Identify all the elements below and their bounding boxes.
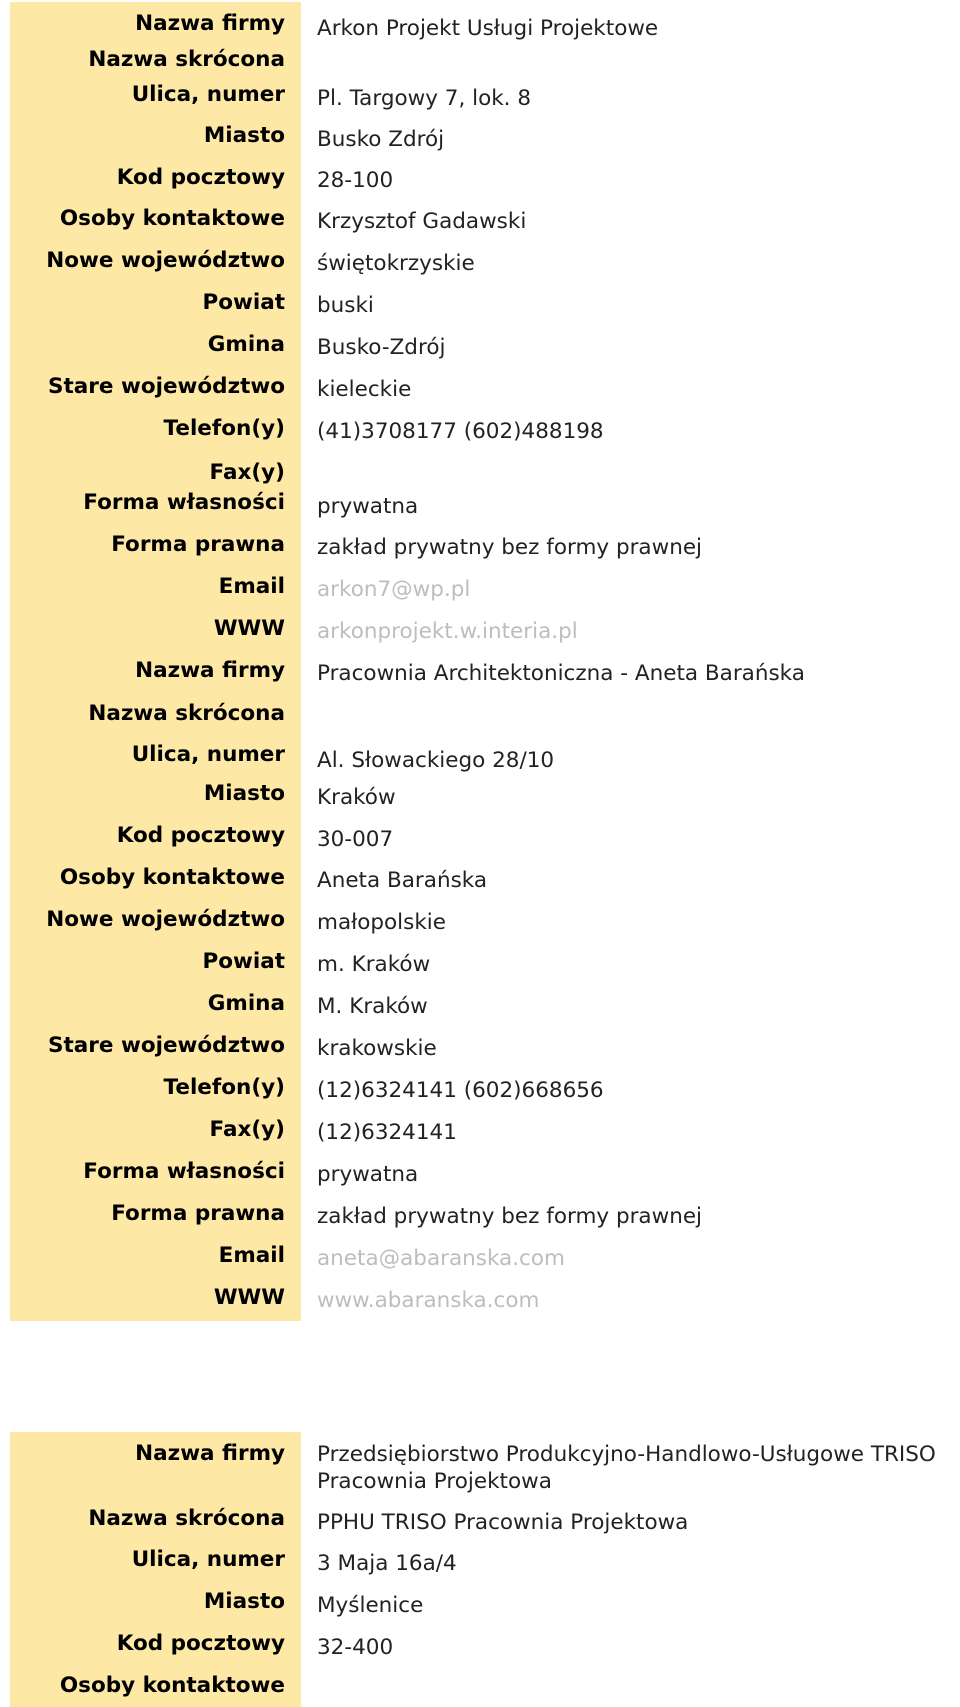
company-record-3 — [10, 1432, 960, 1707]
field-value: Aneta Barańska — [317, 868, 488, 893]
field-value: Busko Zdrój — [317, 127, 445, 152]
field-row-city — [10, 117, 960, 159]
field-value: kieleckie — [317, 377, 412, 402]
website-link[interactable]: www.abaranska.com — [317, 1288, 540, 1313]
field-row-street — [10, 1541, 960, 1583]
field-label: Kod pocztowy — [10, 1625, 301, 1667]
field-row-county — [10, 943, 960, 985]
field-label: Miasto — [10, 117, 301, 159]
field-label: Gmina — [10, 326, 301, 368]
field-label: Nazwa skrócona — [10, 42, 301, 76]
field-value: Al. Słowackiego 28/10 — [317, 748, 555, 773]
field-label: Email — [10, 1237, 301, 1279]
field-row-street — [10, 76, 960, 117]
field-label: Kod pocztowy — [10, 817, 301, 859]
field-row-ownership — [10, 484, 960, 526]
field-label: Telefon(y) — [10, 410, 301, 452]
field-row-commune — [10, 985, 960, 1027]
field-value: M. Kraków — [317, 994, 428, 1019]
field-row-email — [10, 568, 960, 610]
field-row-contact-persons — [10, 859, 960, 901]
field-row-www — [10, 610, 960, 652]
field-value: (41)3708177 (602)488198 — [317, 419, 604, 444]
field-value: 30-007 — [317, 827, 394, 852]
field-label: Fax(y) — [10, 1111, 301, 1153]
field-row-fax — [10, 1111, 960, 1153]
field-value: Pl. Targowy 7, lok. 8 — [317, 86, 532, 111]
field-label: Osoby kontaktowe — [10, 200, 301, 242]
field-value: zakład prywatny bez formy prawnej — [317, 535, 703, 560]
field-value: Kraków — [317, 785, 396, 810]
field-label: Osoby kontaktowe — [10, 1667, 301, 1707]
field-value: 32-400 — [317, 1635, 394, 1660]
field-value: prywatna — [317, 494, 419, 519]
field-row-contact-persons — [10, 200, 960, 242]
field-label: Nowe województwo — [10, 901, 301, 943]
field-row-postal-code — [10, 817, 960, 859]
email-link[interactable]: arkon7@wp.pl — [317, 577, 471, 602]
field-label: Gmina — [10, 985, 301, 1027]
field-value: Przedsiębiorstwo Produkcyjno-Handlowo-Usługowe TRISO Pracownia Projektowa — [317, 1442, 936, 1494]
field-label: Forma własności — [10, 484, 301, 526]
field-label: Fax(y) — [10, 452, 301, 484]
field-label: Miasto — [10, 775, 301, 817]
field-row-postal-code — [10, 1625, 960, 1667]
field-row-short-name — [10, 1499, 960, 1541]
field-row-old-voivodeship — [10, 1027, 960, 1069]
field-value: 3 Maja 16a/4 — [317, 1551, 457, 1576]
field-row-phones — [10, 410, 960, 452]
field-label: Ulica, numer — [10, 1541, 301, 1583]
field-row-old-voivodeship — [10, 368, 960, 410]
field-row-county — [10, 284, 960, 326]
company-record-1 — [10, 2, 960, 1321]
field-row-ownership — [10, 1153, 960, 1195]
field-label: Forma prawna — [10, 1195, 301, 1237]
field-label: Miasto — [10, 1583, 301, 1625]
field-value: krakowskie — [317, 1036, 437, 1061]
field-label: Nazwa firmy — [10, 2, 301, 42]
field-value: m. Kraków — [317, 952, 431, 977]
field-label: Email — [10, 568, 301, 610]
field-label: Nowe województwo — [10, 242, 301, 284]
field-label: Telefon(y) — [10, 1069, 301, 1111]
field-label: Ulica, numer — [10, 733, 301, 775]
field-value: prywatna — [317, 1162, 419, 1187]
field-value: PPHU TRISO Pracownia Projektowa — [317, 1510, 689, 1535]
field-label: Forma własności — [10, 1153, 301, 1195]
field-label: Ulica, numer — [10, 76, 301, 117]
field-value: buski — [317, 293, 374, 318]
field-row-legal-form — [10, 526, 960, 568]
field-value: małopolskie — [317, 910, 447, 935]
field-row-email — [10, 1237, 960, 1279]
field-row-phones — [10, 1069, 960, 1111]
field-value: świętokrzyskie — [317, 251, 475, 276]
field-row-street — [10, 733, 960, 775]
field-label: WWW — [10, 610, 301, 652]
field-label: Stare województwo — [10, 1027, 301, 1069]
field-value: 28-100 — [317, 168, 394, 193]
field-value: (12)6324141 (602)668656 — [317, 1078, 604, 1103]
field-row-new-voivodeship — [10, 901, 960, 943]
field-label: Kod pocztowy — [10, 159, 301, 200]
field-value: Krzysztof Gadawski — [317, 209, 527, 234]
field-row-company-name — [10, 1432, 960, 1499]
field-row-short-name — [10, 694, 960, 733]
field-label: Nazwa skrócona — [10, 694, 301, 733]
field-value: Busko-Zdrój — [317, 335, 446, 360]
field-row-legal-form — [10, 1195, 960, 1237]
field-value: zakład prywatny bez formy prawnej — [317, 1204, 703, 1229]
field-label: Stare województwo — [10, 368, 301, 410]
field-row-contact-persons — [10, 1667, 960, 1707]
field-label: Powiat — [10, 284, 301, 326]
field-label: Nazwa firmy — [10, 652, 301, 694]
field-row-postal-code — [10, 159, 960, 200]
field-label: Powiat — [10, 943, 301, 985]
field-row-city — [10, 1583, 960, 1625]
field-row-company-name — [10, 652, 960, 694]
field-value: Arkon Projekt Usługi Projektowe — [317, 16, 659, 41]
field-row-fax — [10, 452, 960, 484]
field-row-new-voivodeship — [10, 242, 960, 284]
field-value: Pracownia Architektoniczna - Aneta Barańska — [317, 661, 805, 686]
email-link[interactable]: aneta@abaranska.com — [317, 1246, 565, 1271]
field-row-commune — [10, 326, 960, 368]
field-row-city — [10, 775, 960, 817]
field-row-company-name — [10, 2, 960, 42]
field-row-short-name — [10, 42, 960, 76]
field-value: (12)6324141 — [317, 1120, 457, 1145]
field-label: Nazwa firmy — [10, 1432, 301, 1499]
field-label: Nazwa skrócona — [10, 1499, 301, 1541]
field-label: WWW — [10, 1279, 301, 1321]
field-row-www — [10, 1279, 960, 1321]
field-value: Myślenice — [317, 1593, 424, 1618]
field-label: Osoby kontaktowe — [10, 859, 301, 901]
website-link[interactable]: arkonprojekt.w.interia.pl — [317, 619, 578, 644]
field-label: Forma prawna — [10, 526, 301, 568]
